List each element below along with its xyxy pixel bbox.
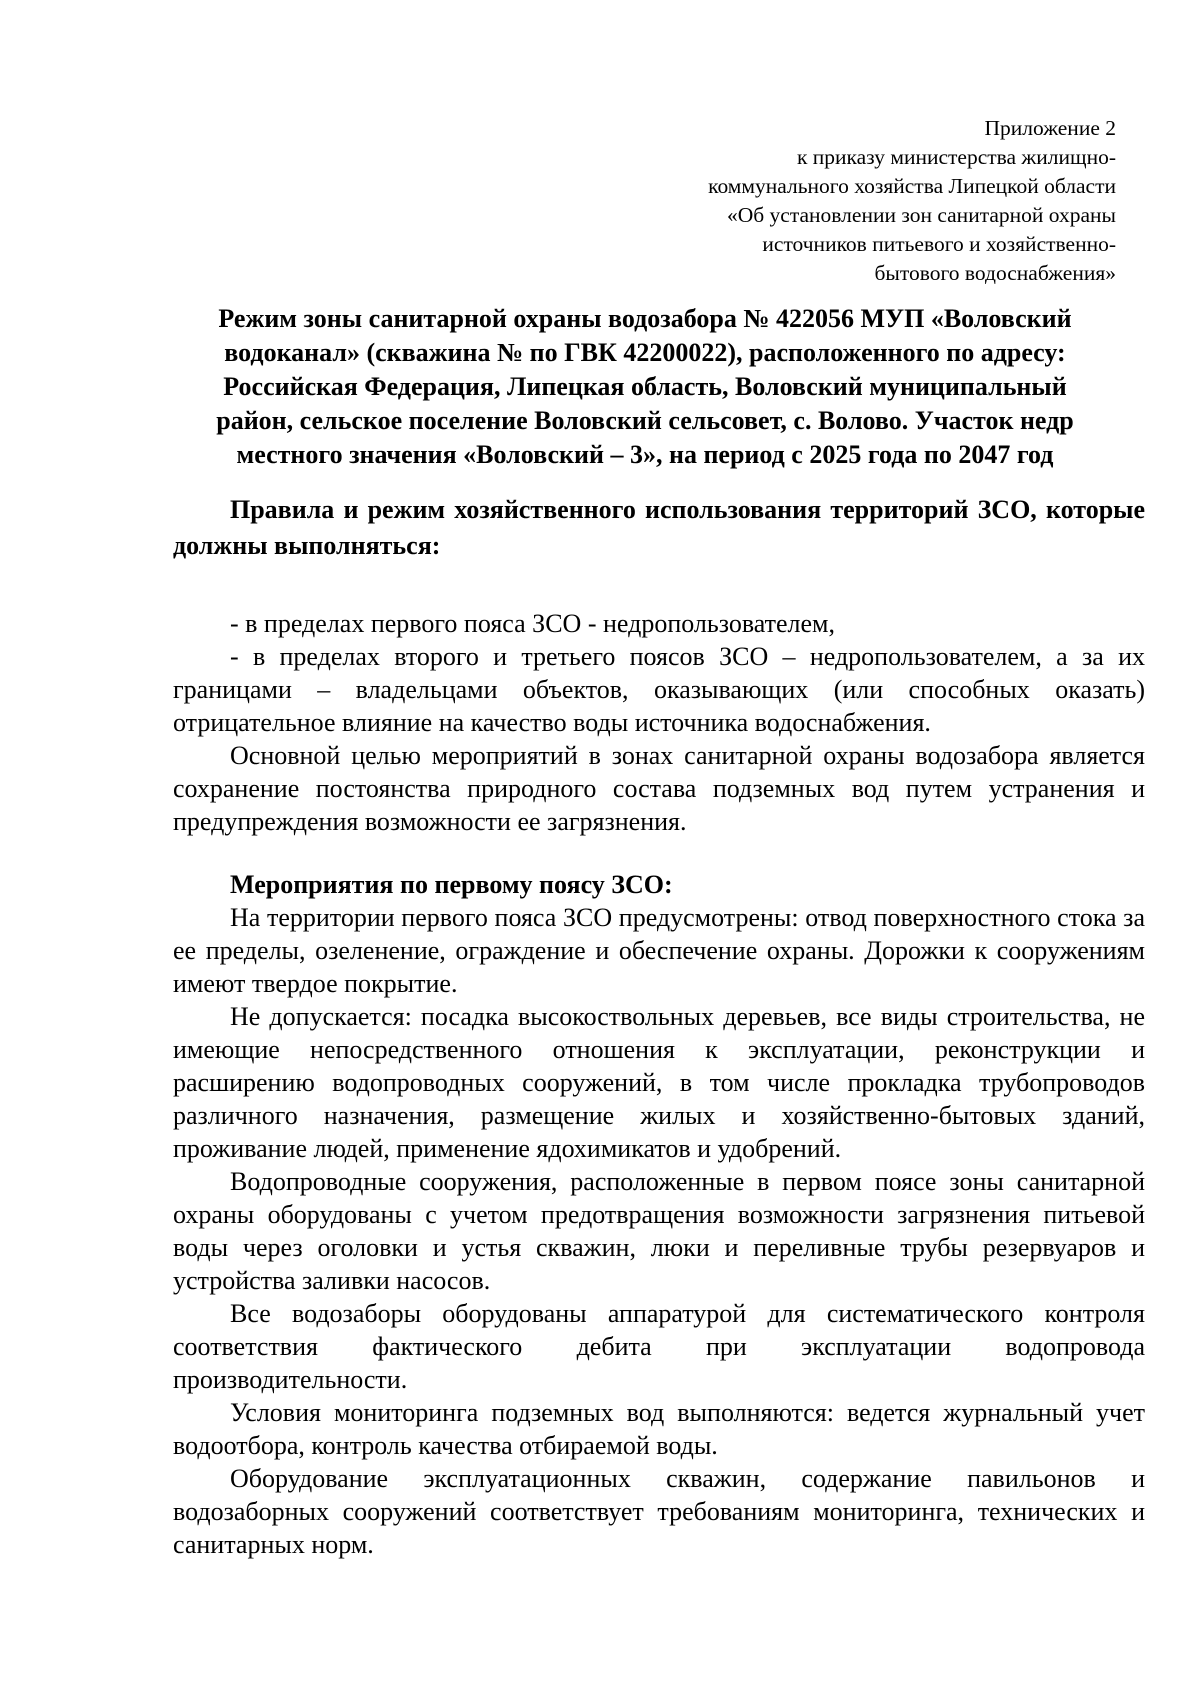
paragraph: Все водозаборы оборудованы аппаратурой для систематического контроля соответствия фактического дебита при эксплуатации водопровода производительности.	[173, 1299, 1145, 1394]
section-heading: Мероприятия по первому поясу ЗСО:	[230, 870, 673, 899]
first-belt-measures-section	[173, 901, 1145, 1561]
responsibility-section	[173, 607, 1145, 838]
paragraph: На территории первого пояса ЗСО предусмотрены: отвод поверхностного стока за ее пределы, озеленение, ограждение и обеспечение охраны. Дорожки к сооружениям имеют твердое покрытие.	[173, 903, 1145, 998]
appendix-line: источников питьевого и хозяйственно-	[762, 232, 1116, 256]
paragraph: - в пределах второго и третьего поясов ЗСО – недропользователем, а за их границами – владельцами объектов, оказывающих (или способных оказать) отрицательное влияние на качество воды источника водоснабжения.	[173, 642, 1145, 737]
paragraph: Условия мониторинга подземных вод выполняются: ведется журнальный учет водоотбора, контроль качества отбираемой воды.	[173, 1398, 1145, 1460]
appendix-line: Приложение 2	[984, 116, 1116, 140]
title-line: район, сельское поселение Воловский сельсовет, с. Волово. Участок недр	[216, 406, 1074, 435]
title-line: водоканал» (скважина № по ГВК 42200022), расположенного по адресу:	[224, 338, 1066, 367]
title-line: Российская Федерация, Липецкая область, Воловский муниципальный	[223, 372, 1067, 401]
rules-heading-block	[173, 492, 1145, 564]
rules-heading: Правила и режим хозяйственного использования территорий ЗСО, которые должны выполняться:	[173, 495, 1145, 560]
appendix-line: «Об установлении зон санитарной охраны	[726, 203, 1116, 227]
appendix-line: коммунального хозяйства Липецкой области	[708, 174, 1116, 198]
first-belt-heading-block	[173, 868, 1145, 901]
paragraph: - в пределах первого пояса ЗСО - недропользователем,	[230, 609, 836, 638]
title-line: местного значения «Воловский – 3», на период с 2025 года по 2047 год	[236, 440, 1054, 469]
paragraph: Не допускается: посадка высокоствольных деревьев, все виды строительства, не имеющие непосредственного отношения к эксплуатации, реконструкции и расширению водопроводных сооружений, в том числе прокладка трубопроводов различного назначения, размещение жилых и хозяйственно-бытовых зданий, проживание людей, применение ядохимикатов и удобрений.	[173, 1002, 1145, 1163]
paragraph: Водопроводные сооружения, расположенные в первом поясе зоны санитарной охраны оборудованы с учетом предотвращения возможности загрязнения питьевой воды через оголовки и устья скважин, люки и переливные трубы резервуаров и устройства заливки насосов.	[173, 1167, 1145, 1295]
paragraph: Основной целью мероприятий в зонах санитарной охраны водозабора является сохранение постоянства природного состава подземных вод путем устранения и предупреждения возможности ее загрязнения.	[173, 741, 1145, 836]
document-title	[160, 302, 1130, 472]
appendix-line: бытового водоснабжения»	[874, 261, 1116, 285]
appendix-header	[556, 114, 1116, 288]
paragraph: Оборудование эксплуатационных скважин, содержание павильонов и водозаборных сооружений соответствует требованиям мониторинга, технических и санитарных норм.	[173, 1464, 1145, 1559]
title-line: Режим зоны санитарной охраны водозабора № 422056 МУП «Воловский	[218, 304, 1072, 333]
appendix-line: к приказу министерства жилищно-	[796, 145, 1116, 169]
